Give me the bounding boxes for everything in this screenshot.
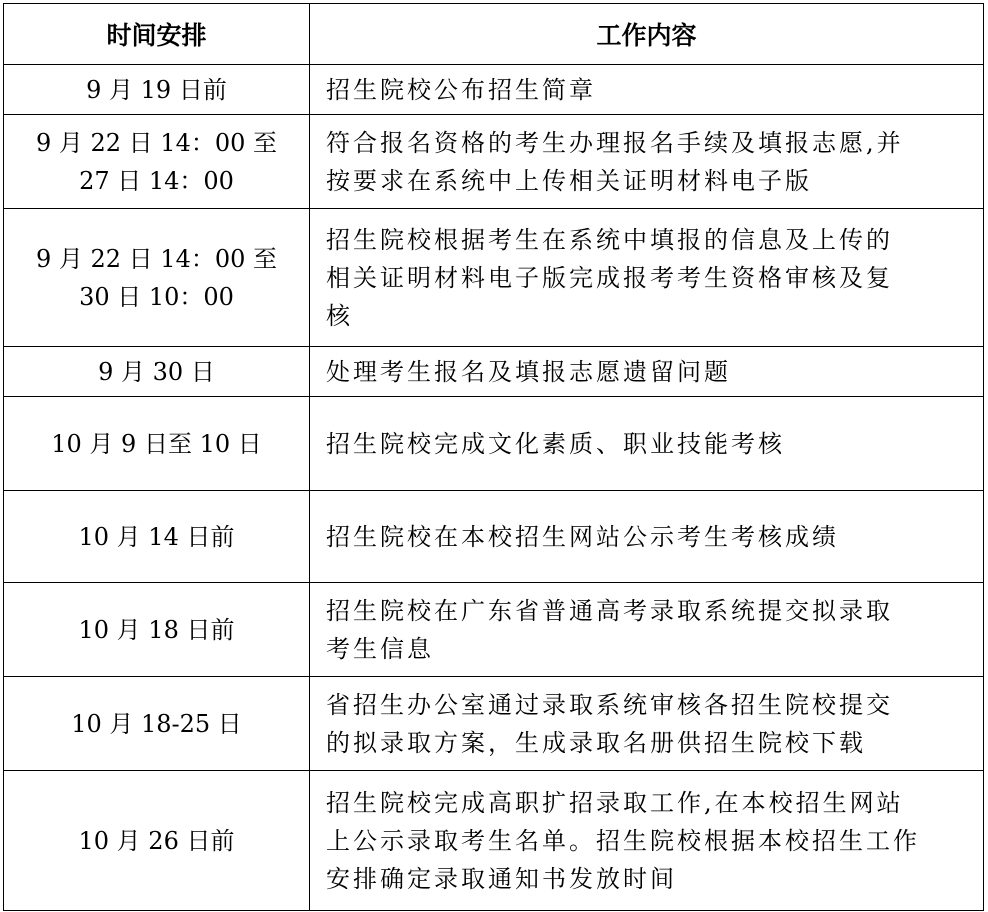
table-row (4, 583, 984, 677)
time-cell (4, 677, 310, 771)
content-cell (310, 771, 984, 911)
time-text: 9 月 22 日 14：00 至 (35, 128, 278, 157)
time-cell (4, 771, 310, 911)
table-row (4, 65, 984, 115)
header-content: 工作内容 (310, 4, 984, 65)
table-row (4, 347, 984, 397)
content-text: 省招生办公室通过录取系统审核各招生院校提交 (326, 690, 893, 719)
time-cell (4, 397, 310, 491)
content-cell (310, 347, 984, 397)
content-text: 招生院校在本校招生网站公示考生考核成绩 (326, 522, 839, 551)
content-text: 招生院校完成高职扩招录取工作,在本校招生网站 (326, 788, 904, 817)
time-cell (4, 209, 310, 347)
content-text: 相关证明材料电子版完成报考考生资格审核及复 (326, 263, 893, 292)
time-text: 30 日 10：00 (79, 282, 234, 311)
table-row (4, 115, 984, 209)
time-text: 10 月 18-25 日 (71, 709, 242, 738)
time-cell (4, 491, 310, 583)
content-cell (310, 209, 984, 347)
time-text: 10 月 14 日前 (78, 522, 235, 551)
content-text: 符合报名资格的考生办理报名手续及填报志愿,并 (326, 128, 904, 157)
time-text: 9 月 22 日 14：00 至 (35, 244, 278, 273)
schedule-table (3, 3, 984, 911)
time-text: 9 月 30 日 (98, 357, 215, 386)
content-text: 核 (326, 301, 353, 330)
content-cell (310, 491, 984, 583)
table-row (4, 491, 984, 583)
content-text: 招生院校在广东省普通高考录取系统提交拟录取 (326, 596, 893, 625)
time-text: 10 月 18 日前 (78, 615, 235, 644)
content-text: 处理考生报名及填报志愿遗留问题 (326, 357, 731, 386)
content-text: 招生院校公布招生简章 (326, 75, 596, 104)
table-row (4, 397, 984, 491)
table-row (4, 677, 984, 771)
content-text: 招生院校根据考生在系统中填报的信息及上传的 (326, 225, 893, 254)
time-text: 9 月 19 日前 (86, 75, 227, 104)
time-cell (4, 65, 310, 115)
content-text: 按要求在系统中上传相关证明材料电子版 (326, 166, 812, 195)
content-cell (310, 397, 984, 491)
time-text: 27 日 14：00 (79, 166, 234, 195)
content-text: 安排确定录取通知书发放时间 (326, 864, 677, 893)
content-text: 的拟录取方案，生成录取名册供招生院校下载 (326, 728, 866, 757)
content-text: 上公示录取考生名单。招生院校根据本校招生工作 (326, 826, 920, 855)
time-text: 10 月 26 日前 (78, 826, 235, 855)
table-row (4, 771, 984, 911)
time-text: 10 月 9 日至 10 日 (51, 429, 262, 458)
header-row (4, 4, 984, 65)
time-cell (4, 347, 310, 397)
header-time: 时间安排 (4, 4, 310, 65)
content-cell (310, 583, 984, 677)
content-cell (310, 65, 984, 115)
table-row (4, 209, 984, 347)
content-text: 考生信息 (326, 634, 434, 663)
content-text: 招生院校完成文化素质、职业技能考核 (326, 429, 785, 458)
content-cell (310, 115, 984, 209)
content-cell (310, 677, 984, 771)
time-cell (4, 583, 310, 677)
time-cell (4, 115, 310, 209)
